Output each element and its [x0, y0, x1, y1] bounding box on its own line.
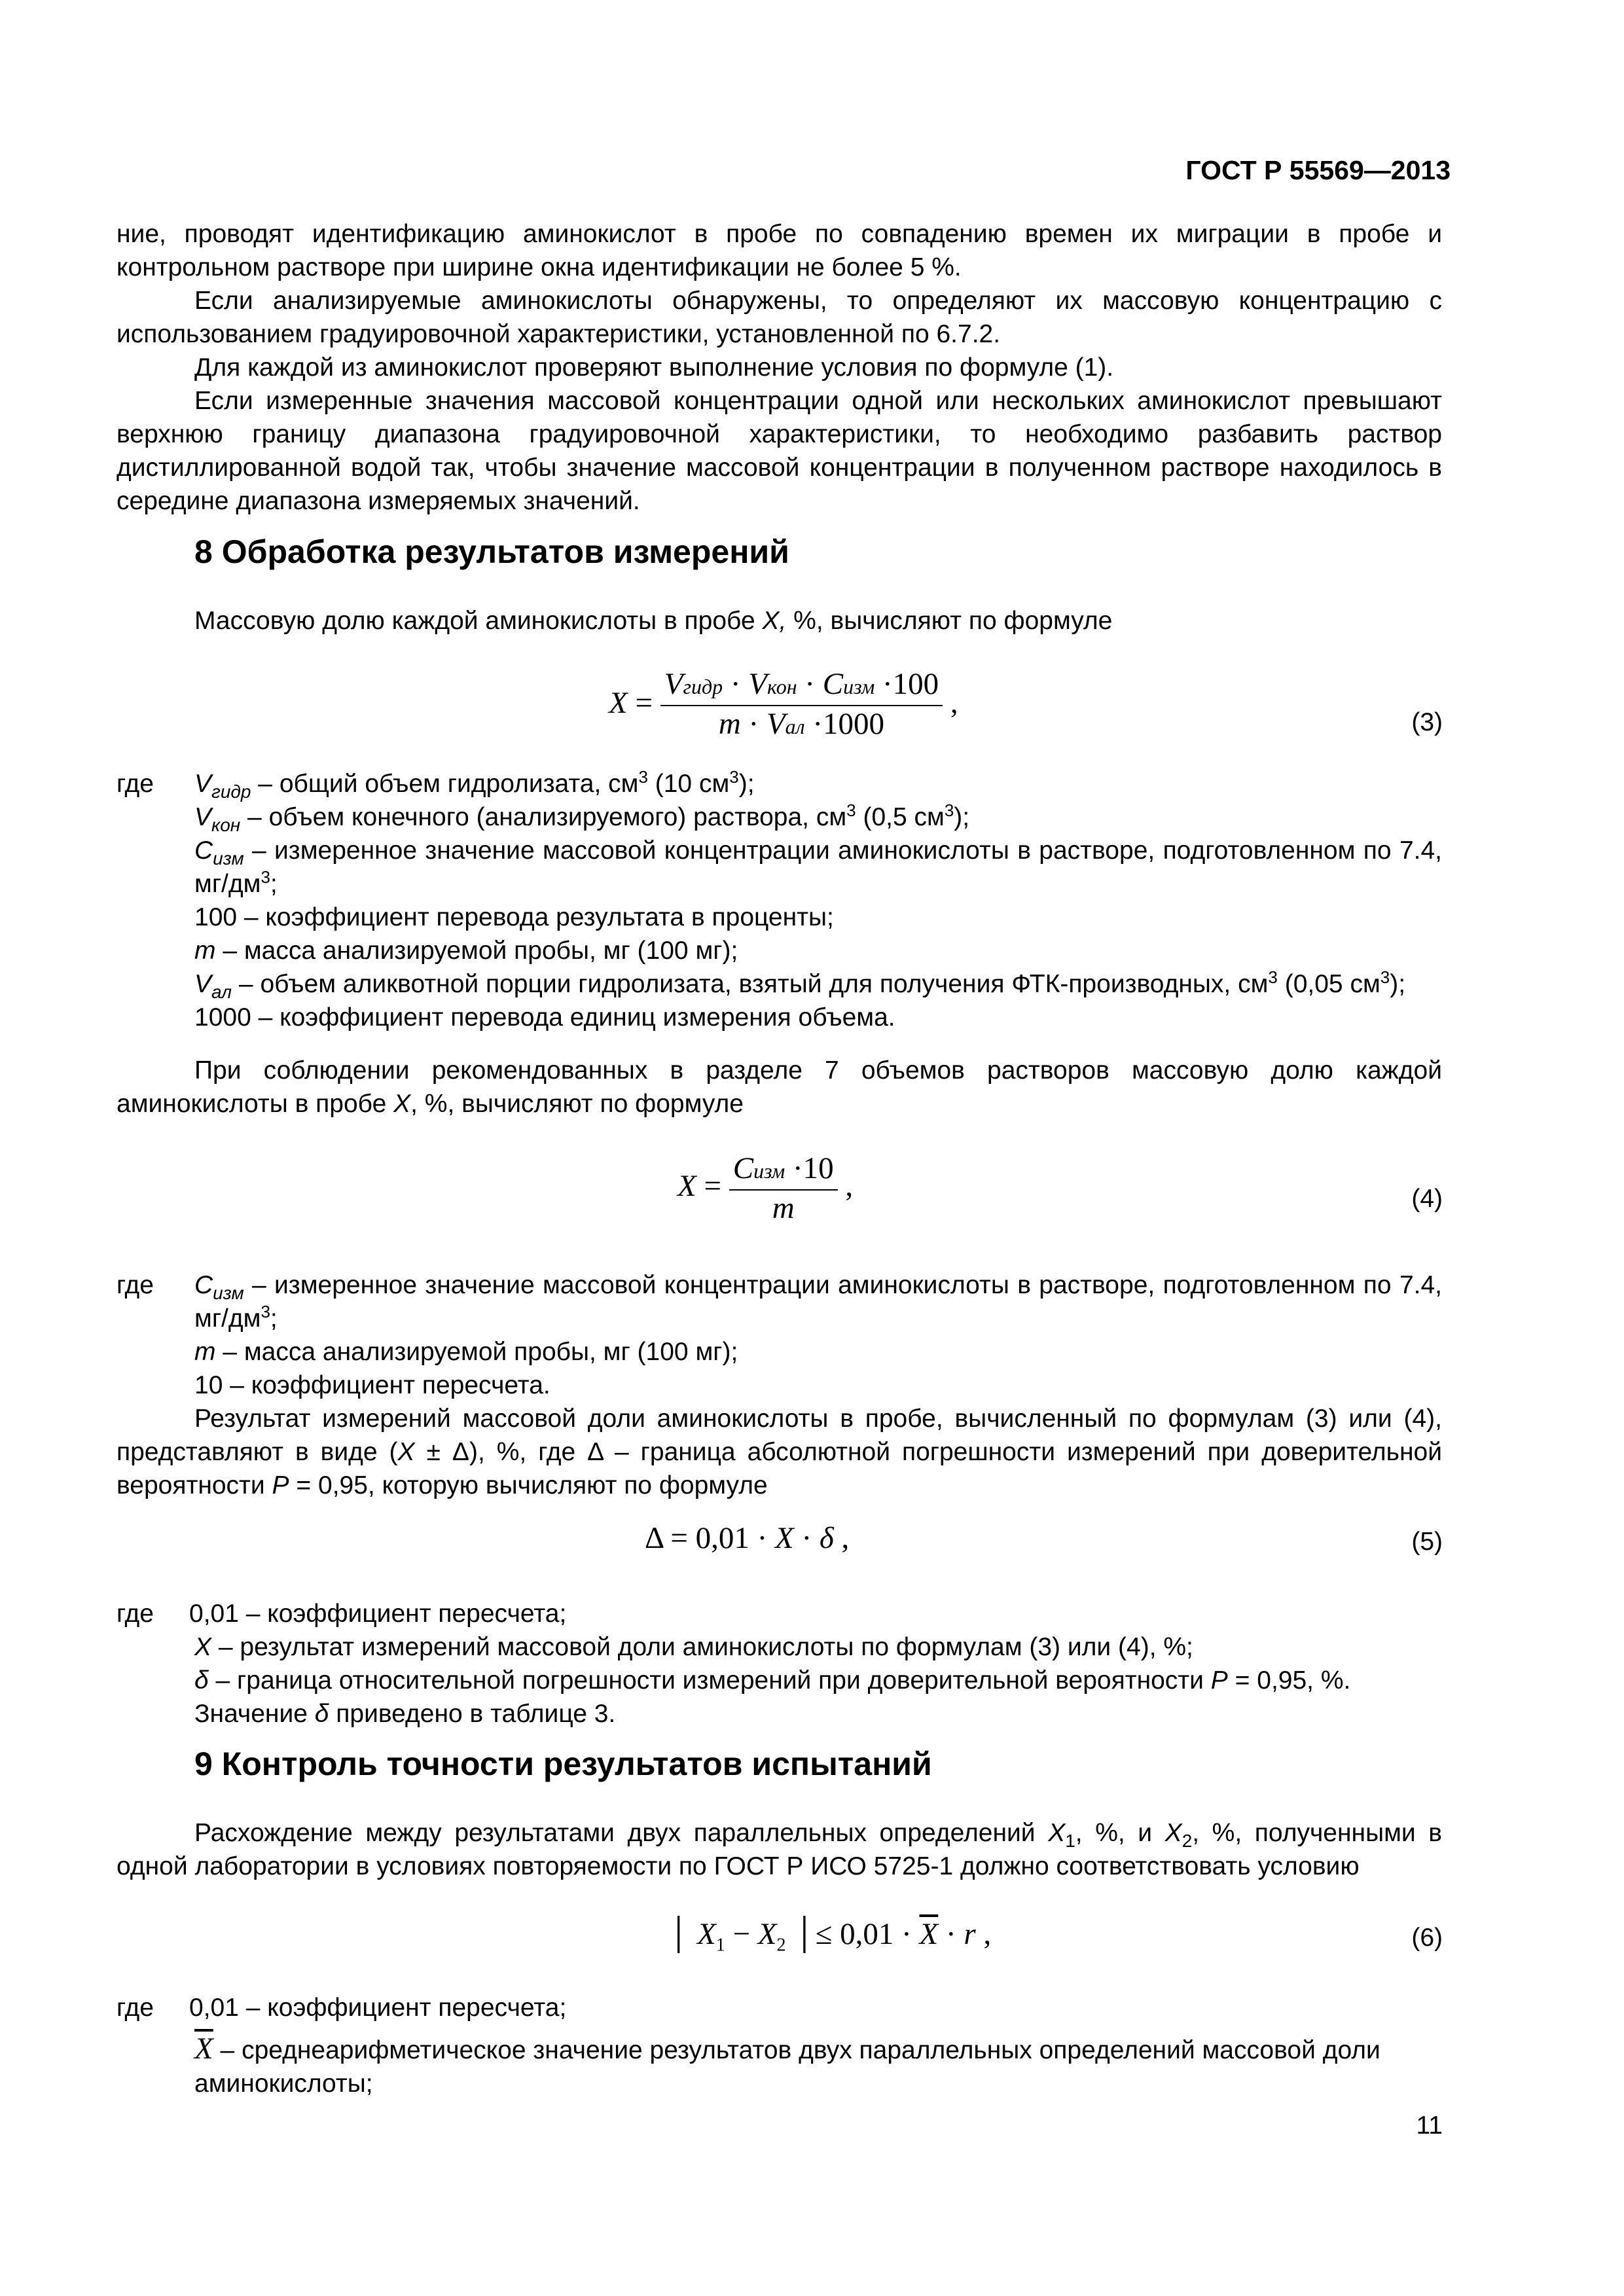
where-item: $V_{кон}$ – объем конечного (анализируемого) раствора, $см^3$ (0,5 $см^3$);	[194, 800, 970, 835]
intro-block	[117, 217, 1442, 518]
recommend-paragraph-block	[117, 1054, 1442, 1121]
where-label: где	[117, 770, 154, 798]
where-item: 100 – коэффициент перевода результата в проценты;	[194, 903, 834, 931]
where-item: 10 – коэффициент пересчета.	[194, 1371, 550, 1399]
intro-paragraph-2: Если анализируемые аминокислоты обнаружены, то определяют их массовую концентрацию с использованием градуировочной характеристики, установленной по 6.7.2.	[117, 287, 1442, 348]
where-item: $V_{гидр}$ – общий объем гидролизата, $см^3$ (10 $см^3$);	[194, 767, 755, 802]
equation-number-6: (6)	[1411, 1924, 1443, 1952]
intro-paragraph-3: Для каждой из аминокислот проверяют выполнение условия по формуле (1).	[194, 353, 1114, 382]
where-label: где	[117, 1600, 154, 1628]
where-list-5	[117, 1597, 1442, 1731]
section-9-title: 9 Контроль точности результатов испытаний	[194, 1746, 932, 1782]
equation-number-4: (4)	[1411, 1185, 1443, 1213]
where-item: $C_{изм}$ – измеренное значение массовой концентрации аминокислоты в растворе, подготовленном по 7.4, $мг/дм^3$;	[194, 836, 1442, 898]
where-item: 0,01 – коэффициент пересчета;	[189, 1994, 567, 2022]
where-item: m – масса анализируемой пробы, мг (100 мг);	[194, 1338, 738, 1366]
where-list-4	[117, 1268, 1442, 1402]
where-item: $C_{изм}$ – измеренное значение массовой концентрации аминокислоты в растворе, подготовленном по 7.4, $мг/дм^3$;	[194, 1271, 1442, 1333]
lead-text-a: Массовую долю каждой аминокислоты в пробе	[194, 607, 763, 635]
where-item	[194, 2032, 1442, 2100]
result-paragraph: Результат измерений массовой доли аминокислоты в пробе, вычисленный по формулам (3) или (4), представляют в виде (X ± Δ), %, где Δ – граница абсолютной погрешности измерений при доверительной вероятности P = 0,95, которую вычисляют по формуле	[117, 1405, 1442, 1499]
formula-5: Δ = 0,01 · X · δ ,	[645, 1521, 850, 1555]
lead-variable: X,	[762, 607, 787, 635]
where-item: m – масса анализируемой пробы, мг (100 мг);	[194, 937, 738, 965]
recommend-paragraph: При соблюдении рекомендованных в разделе 7 объемов растворов массовую долю каждой аминокислоты в пробе X, %, вычисляют по формуле	[117, 1056, 1442, 1118]
where-item: 0,01 – коэффициент пересчета;	[189, 1600, 567, 1628]
where-label: где	[117, 1271, 154, 1299]
where-list-6	[117, 1991, 1442, 2100]
where-item: X – результат измерений массовой доли аминокислоты по формулам (3) или (4), %;	[194, 1633, 1193, 1661]
where-item: 1000 – коэффициент перевода единиц измерения объема.	[194, 1003, 895, 1031]
lead-text-b: %, вычисляют по формуле	[786, 607, 1113, 635]
intro-paragraph-4: Если измеренные значения массовой концентрации одной или нескольких аминокислот превышают верхнюю границу диапазона градуировочной характеристики, то необходимо разбавить раствор дистиллированной водой так, чтобы значение массовой концентрации в полученном растворе находилось в середине диапазона измеряемых значений.	[117, 387, 1442, 515]
where-text-xbar: – среднеарифметическое значение результатов двух параллельных определений массовой доли аминокислоты;	[194, 2036, 1380, 2098]
where-list-3	[117, 767, 1442, 1034]
section-8-title: 8 Обработка результатов измерений	[194, 533, 789, 570]
where-label: где	[117, 1994, 154, 2022]
formula-6: │ $X_1 - X_2$ │≤ $0,01 \cdot \overline{X} \cdot r$ ,	[668, 1917, 992, 1956]
intro-paragraph-1: ние, проводят идентификацию аминокислот в пробе по совпадению времен их миграции в пробе и контрольном растворе при ширине окна идентификации не более 5 %.	[117, 220, 1442, 281]
section-9-paragraph: Расхождение между результатами двух параллельных определений $X_1$, %, и $X_2$, %, полученными в одной лаборатории в условиях повторяемости по ГОСТ Р ИСО 5725-1 должно соответствовать условию	[117, 1819, 1443, 1880]
where-item: δ – граница относительной погрешности измерений при доверительной вероятности P = 0,95, %. Значение δ приведено в таблице 3.	[194, 1666, 1351, 1728]
section-9-paragraph-block	[117, 1816, 1442, 1883]
equation-number-3: (3)	[1411, 708, 1443, 736]
section-8-lead	[117, 604, 1442, 637]
formula-4: X = $\frac{\text{Cизм ·10}}{m}$ ,	[677, 1151, 854, 1225]
page-number: 11	[1416, 2111, 1443, 2140]
formula-3: X = $\frac{\text{Vгидр · Vкон · Cизм ·100}}{\text{m · Vал ·1000}}$ ,	[609, 667, 958, 741]
equation-number-5: (5)	[1411, 1528, 1443, 1556]
document-header: ГОСТ Р 55569—2013	[1185, 155, 1451, 185]
result-paragraph-block	[117, 1402, 1442, 1502]
where-item: $V_{ал}$ – объем аликвотной порции гидролизата, взятый для получения ФТК-производных, $см^3$ (0,05 $см^3$);	[194, 967, 1406, 1002]
x-bar-symbol: $\overline{X}$	[194, 2032, 213, 2066]
